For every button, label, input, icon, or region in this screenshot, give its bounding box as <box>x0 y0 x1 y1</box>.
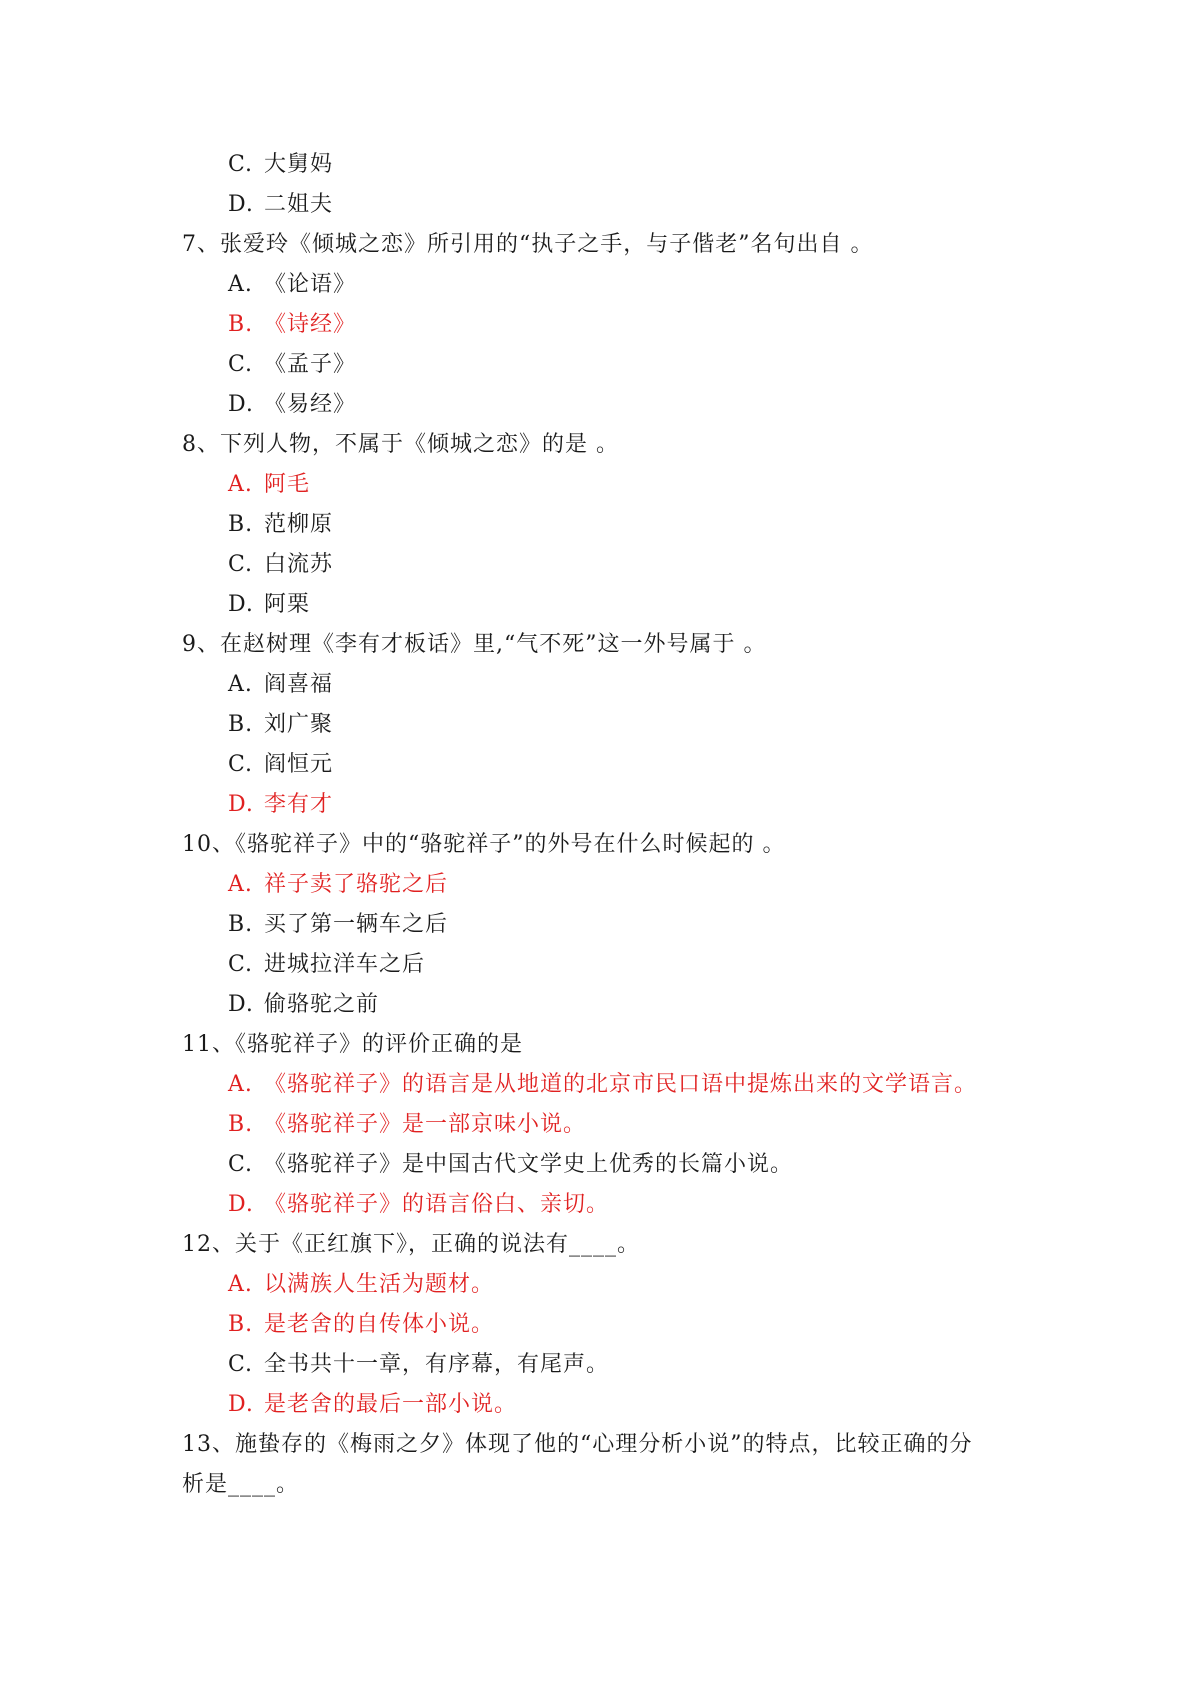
answer-option-correct <box>182 1185 1042 1225</box>
option-letter: C. <box>228 752 254 777</box>
option-text: 是老舍的最后一部小说。 <box>264 1392 518 1417</box>
answer-option-correct <box>182 465 1042 505</box>
answer-option <box>182 265 1042 305</box>
answer-option <box>182 1345 1042 1385</box>
answer-option-correct <box>182 1305 1042 1345</box>
answer-option-correct <box>182 1265 1042 1305</box>
answer-option-correct <box>182 1385 1042 1425</box>
option-text: 《孟子》 <box>264 352 357 377</box>
option-letter: B. <box>228 312 254 337</box>
option-text: 《骆驼祥子》的语言俗白、亲切。 <box>264 1192 610 1217</box>
option-text: 《骆驼祥子》的语言是从地道的北京市民口语中提炼出来的文学语言。 <box>264 1072 978 1097</box>
answer-option <box>182 585 1042 625</box>
question-text: 7、张爱玲《倾城之恋》所引用的“执子之手，与子偕老”名句出自 。 <box>182 232 874 257</box>
answer-option-correct <box>182 865 1042 905</box>
answer-option <box>182 985 1042 1025</box>
question-text: 8、下列人物，不属于《倾城之恋》的是 。 <box>182 432 619 457</box>
question-text: 11、《骆驼祥子》的评价正确的是 <box>182 1032 523 1057</box>
answer-option <box>182 745 1042 785</box>
option-letter: B. <box>228 1112 254 1137</box>
option-text: 范柳原 <box>264 512 334 537</box>
question-list <box>182 145 1042 1505</box>
option-letter: B. <box>228 712 254 737</box>
option-text: 是老舍的自传体小说。 <box>264 1312 495 1337</box>
question-text: 9、在赵树理《李有才板话》里,“气不死”这一外号属于 。 <box>182 632 767 657</box>
option-letter: C. <box>228 352 254 377</box>
answer-option <box>182 505 1042 545</box>
option-letter: C. <box>228 1152 254 1177</box>
option-text: 阿毛 <box>264 472 311 497</box>
option-letter: C. <box>228 952 254 977</box>
option-letter: C. <box>228 152 254 177</box>
option-text: 《论语》 <box>264 272 357 297</box>
option-text: 白流苏 <box>264 552 334 577</box>
answer-option <box>182 385 1042 425</box>
option-text: 二姐夫 <box>264 192 334 217</box>
answer-option <box>182 945 1042 985</box>
option-letter: A. <box>228 672 253 697</box>
answer-option <box>182 1145 1042 1185</box>
answer-option-correct <box>182 1065 1042 1105</box>
question-text: 10、《骆驼祥子》中的“骆驼祥子”的外号在什么时候起的 。 <box>182 832 786 857</box>
answer-option-correct <box>182 1105 1042 1145</box>
answer-option <box>182 705 1042 745</box>
option-text: 进城拉洋车之后 <box>264 952 426 977</box>
option-letter: A. <box>228 272 253 297</box>
option-letter: B. <box>228 912 254 937</box>
answer-option <box>182 665 1042 705</box>
option-letter: A. <box>228 1072 253 1097</box>
option-letter: D. <box>228 392 254 417</box>
option-text: 阿栗 <box>264 592 311 617</box>
answer-option <box>182 185 1042 225</box>
question-text: 12、关于《正红旗下》，正确的说法有____。 <box>182 1232 640 1257</box>
answer-option <box>182 545 1042 585</box>
option-letter: A. <box>228 872 253 897</box>
question-text: 析是____。 <box>182 1472 300 1497</box>
answer-option-correct <box>182 785 1042 825</box>
option-text: 《骆驼祥子》是中国古代文学史上优秀的长篇小说。 <box>264 1152 794 1177</box>
option-letter: D. <box>228 792 254 817</box>
option-letter: D. <box>228 1192 254 1217</box>
option-letter: B. <box>228 1312 254 1337</box>
option-text: 《易经》 <box>264 392 357 417</box>
option-letter: D. <box>228 192 254 217</box>
option-text: 以满族人生活为题材。 <box>264 1272 495 1297</box>
option-letter: D. <box>228 1392 254 1417</box>
answer-option <box>182 345 1042 385</box>
option-text: 全书共十一章，有序幕，有尾声。 <box>264 1352 610 1377</box>
answer-option <box>182 905 1042 945</box>
option-letter: C. <box>228 1352 254 1377</box>
option-text: 买了第一辆车之后 <box>264 912 449 937</box>
question-text: 13、施蛰存的《梅雨之夕》体现了他的“心理分析小说”的特点，比较正确的分 <box>182 1432 973 1457</box>
option-letter: D. <box>228 592 254 617</box>
option-letter: B. <box>228 512 254 537</box>
option-text: 李有才 <box>264 792 334 817</box>
option-letter: D. <box>228 992 254 1017</box>
option-text: 偷骆驼之前 <box>264 992 380 1017</box>
answer-option <box>182 145 1042 185</box>
option-letter: A. <box>228 472 253 497</box>
option-letter: A. <box>228 1272 253 1297</box>
option-text: 刘广聚 <box>264 712 334 737</box>
answer-option-correct <box>182 305 1042 345</box>
option-text: 《骆驼祥子》是一部京味小说。 <box>264 1112 587 1137</box>
option-text: 大舅妈 <box>264 152 334 177</box>
option-letter: C. <box>228 552 254 577</box>
option-text: 祥子卖了骆驼之后 <box>264 872 449 897</box>
option-text: 阎恒元 <box>264 752 334 777</box>
option-text: 《诗经》 <box>264 312 357 337</box>
option-text: 阎喜福 <box>264 672 334 697</box>
